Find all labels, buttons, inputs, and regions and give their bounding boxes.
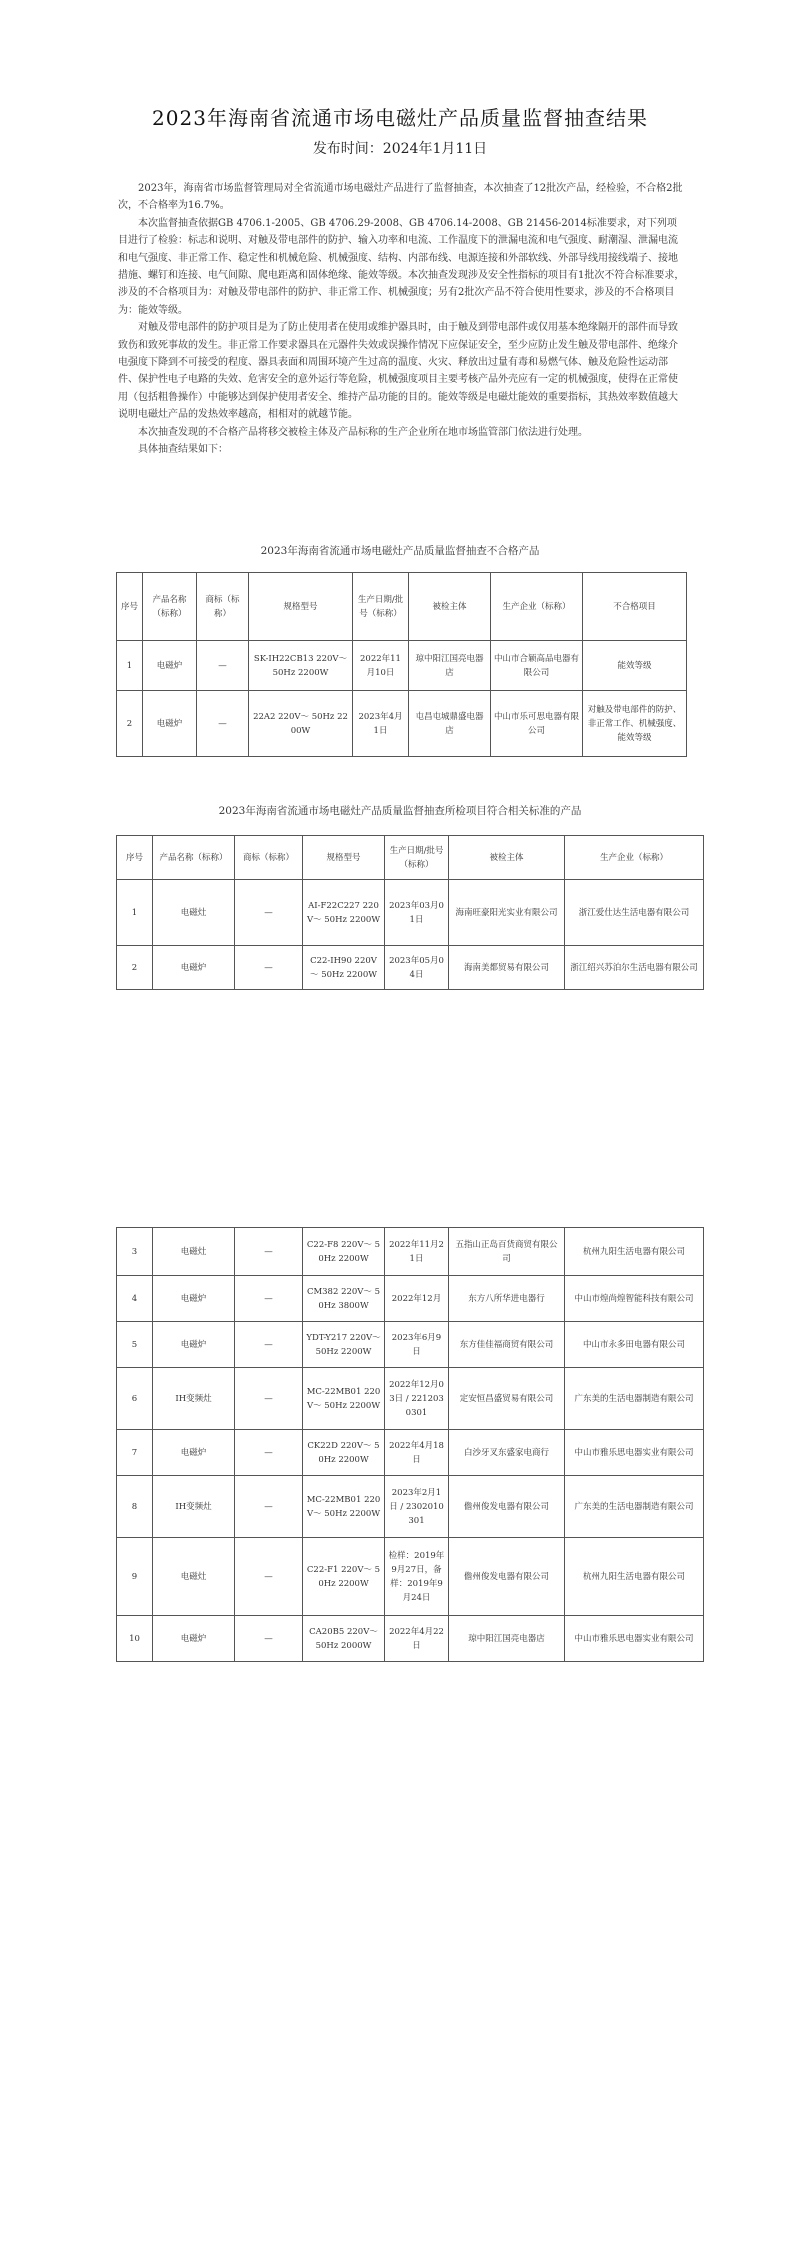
header-cell: 产品名称（标称） (153, 836, 235, 880)
cell: 2022年11月21日 (385, 1228, 449, 1276)
cell: MC-22MB01 220V～ 50Hz 2200W (303, 1368, 385, 1430)
cell: 10 (117, 1616, 153, 1662)
cell: YDT-Y217 220V～ 50Hz 2200W (303, 1322, 385, 1368)
cell: 中山市雅乐思电器实业有限公司 (565, 1430, 704, 1476)
cell: 2 (117, 946, 153, 990)
cell: 能效等级 (583, 641, 687, 691)
cell: 2023年03月01日 (385, 880, 449, 946)
header-cell: 被检主体 (449, 836, 565, 880)
cell: 五指山正岛百货商贸有限公司 (449, 1228, 565, 1276)
cell: 电磁灶 (153, 1228, 235, 1276)
paragraph-basis: 本次监督抽查依据GB 4706.1-2005、GB 4706.29-2008、GB 4706.14-2008、GB 21456-2014标准要求，对下列项目进行了检验：标志和说明、对触及带电部件的防护、输入功率和电流、工作温度下的泄漏电流和电气强度、耐潮湿、泄漏电流和电气强度、非正常工作、稳定性和机械危险、机械强度、结构、内部布线、电源连接和外部软线、外部导线用接线端子、接地措施、螺钉和连接、电气间隙、爬电距离和固体绝缘、能效等级。本次抽查发现涉及安全性指标的项目有1批次不符合标准要求，涉及的不合格项目为：对触及带电部件的防护、非正常工作、机械强度；另有2批次产品不符合使用性要求，涉及的不合格项目为：能效等级。 (118, 217, 685, 316)
paragraph-intro: 具体抽查结果如下： (138, 444, 228, 456)
cell: 2022年11月10日 (353, 641, 409, 691)
paragraph-handling: 本次抽查发现的不合格产品将移交被检主体及产品标称的生产企业所在地市场监管部门依法进行处理。 (138, 426, 588, 438)
publish-date: 发布时间：2024年1月11日 (312, 141, 488, 157)
cell: — (235, 946, 303, 990)
cell: 中山市合颖高品电器有限公司 (491, 641, 583, 691)
cell: 琼中阳江国亮电器店 (449, 1616, 565, 1662)
cell: 中山市乐可思电器有限公司 (491, 691, 583, 757)
cell: 杭州九阳生活电器有限公司 (565, 1538, 704, 1616)
paragraph-summary: 2023年，海南省市场监督管理局对全省流通市场电磁灶产品进行了监督抽查，本次抽查了12批次产品，经检验，不合格2批次，不合格率为16.7%。 (118, 183, 683, 212)
cell: C22-F1 220V～ 50Hz 2200W (303, 1538, 385, 1616)
cell: 电磁炉 (143, 691, 197, 757)
cell: 9 (117, 1538, 153, 1616)
cell: 4 (117, 1276, 153, 1322)
page-title: 2023年海南省流通市场电磁灶产品质量监督抽查结果 (152, 106, 648, 130)
header-cell: 商标（标称） (197, 573, 249, 641)
cell: 东方佳佳福商贸有限公司 (449, 1322, 565, 1368)
cell: 白沙牙叉东盛家电商行 (449, 1430, 565, 1476)
cell: — (235, 1430, 303, 1476)
cell: 电磁炉 (153, 946, 235, 990)
cell: 电磁灶 (153, 880, 235, 946)
body-text (118, 180, 686, 459)
cell: 2023年05月04日 (385, 946, 449, 990)
cell: 检样：2019年9月27日，备样：2019年9月24日 (385, 1538, 449, 1616)
table-row (117, 880, 704, 946)
cell: 电磁炉 (153, 1322, 235, 1368)
paragraph-explanation: 对触及带电部件的防护项目是为了防止使用者在使用或维护器具时，由于触及到带电部件或仅用基本绝缘隔开的部件而导致致伤和致死事故的发生。非正常工作要求器具在元器件失效或误操作情况下应保证安全，至少应防止发生触及带电部件、绝缘介电强度下降到不可接受的程度、器具表面和周围环境产生过高的温度、火灾、释放出过量有毒和易燃气体、触及危险性运动部件、保护性电子电路的失效、危害安全的意外运行等危险，机械强度项目主要考核产品外壳应有一定的机械强度，使得在正常使用（包括粗鲁操作）中能够达到保护使用者安全、维持产品功能的目的。能效等级是电磁灶能效的重要指标，其热效率数值越大说明电磁灶产品的发热效率越高，相相对的就越节能。 (118, 322, 678, 421)
cell: 浙江绍兴苏泊尔生活电器有限公司 (565, 946, 704, 990)
table-row (117, 946, 704, 990)
cell: — (197, 641, 249, 691)
header-cell: 生产企业（标称） (565, 836, 704, 880)
cell: — (235, 1616, 303, 1662)
cell: SK-IH22CB13 220V～ 50Hz 2200W (249, 641, 353, 691)
table2-caption: 2023年海南省流通市场电磁灶产品质量监督抽查所检项目符合相关标准的产品 (218, 805, 582, 817)
header-cell: 不合格项目 (583, 573, 687, 641)
cell: 2023年2月1日 / 2302010301 (385, 1476, 449, 1538)
cell: 1 (117, 880, 153, 946)
table-row (117, 1276, 704, 1322)
table-header-row (117, 836, 704, 880)
cell: — (235, 1368, 303, 1430)
cell: 中山市永多田电器有限公司 (565, 1322, 704, 1368)
header-cell: 生产日期/批号（标称） (353, 573, 409, 641)
cell: 电磁炉 (153, 1616, 235, 1662)
cell: 杭州九阳生活电器有限公司 (565, 1228, 704, 1276)
table-header-row (117, 573, 687, 641)
cell: IH变频灶 (153, 1476, 235, 1538)
cell: 中山市雅乐思电器实业有限公司 (565, 1616, 704, 1662)
cell: 中山市煌尚煌智能科技有限公司 (565, 1276, 704, 1322)
cell: 电磁炉 (143, 641, 197, 691)
cell: 电磁炉 (153, 1276, 235, 1322)
cell: — (235, 1322, 303, 1368)
header-cell: 商标（标称） (235, 836, 303, 880)
cell: 8 (117, 1476, 153, 1538)
table-row (117, 1616, 704, 1662)
header-cell: 产品名称（标称） (143, 573, 197, 641)
nonconforming-table (116, 572, 687, 757)
header-cell: 序号 (117, 836, 153, 880)
cell: 2022年4月18日 (385, 1430, 449, 1476)
cell: 2022年4月22日 (385, 1616, 449, 1662)
cell: 琼中阳江国亮电器店 (409, 641, 491, 691)
cell: CK22D 220V～ 50Hz 2200W (303, 1430, 385, 1476)
table-row (117, 1538, 704, 1616)
cell: — (235, 1476, 303, 1538)
cell: 儋州俊发电器有限公司 (449, 1476, 565, 1538)
cell: C22-IH90 220V～ 50Hz 2200W (303, 946, 385, 990)
cell: 广东美的生活电器制造有限公司 (565, 1476, 704, 1538)
table1-caption: 2023年海南省流通市场电磁灶产品质量监督抽查不合格产品 (260, 545, 540, 557)
cell: AI-F22C227 220V～ 50Hz 2200W (303, 880, 385, 946)
cell: 对触及带电部件的防护、非正常工作、机械强度、能效等级 (583, 691, 687, 757)
table-row (117, 1430, 704, 1476)
cell: 2022年12月 (385, 1276, 449, 1322)
cell: 3 (117, 1228, 153, 1276)
cell: IH变频灶 (153, 1368, 235, 1430)
header-cell: 生产企业（标称） (491, 573, 583, 641)
cell: C22-F8 220V～ 50Hz 2200W (303, 1228, 385, 1276)
header-cell: 被检主体 (409, 573, 491, 641)
header-cell: 规格型号 (303, 836, 385, 880)
cell: MC-22MB01 220V～ 50Hz 2200W (303, 1476, 385, 1538)
cell: — (235, 880, 303, 946)
cell: 广东美的生活电器制造有限公司 (565, 1368, 704, 1430)
table-row (117, 1476, 704, 1538)
cell: 电磁灶 (153, 1538, 235, 1616)
cell: 儋州俊发电器有限公司 (449, 1538, 565, 1616)
cell: 海南美都贸易有限公司 (449, 946, 565, 990)
cell: 屯昌屯城鼎盛电器店 (409, 691, 491, 757)
cell: — (235, 1228, 303, 1276)
cell: 2 (117, 691, 143, 757)
cell: 5 (117, 1322, 153, 1368)
cell: 东方八所华进电器行 (449, 1276, 565, 1322)
cell: 2023年6月9日 (385, 1322, 449, 1368)
cell: 6 (117, 1368, 153, 1430)
cell: 2022年12月03日 / 2212030301 (385, 1368, 449, 1430)
header-cell: 规格型号 (249, 573, 353, 641)
conforming-table (116, 835, 704, 990)
table-row (117, 691, 687, 757)
cell: 7 (117, 1430, 153, 1476)
cell: — (235, 1276, 303, 1322)
cell: 电磁炉 (153, 1430, 235, 1476)
table-row (117, 641, 687, 691)
cell: 定安恒昌盛贸易有限公司 (449, 1368, 565, 1430)
header-cell: 序号 (117, 573, 143, 641)
cell: 海南旺豪阳光实业有限公司 (449, 880, 565, 946)
cell: 2023年4月1日 (353, 691, 409, 757)
table-row (117, 1228, 704, 1276)
cell: 22A2 220V～ 50Hz 2200W (249, 691, 353, 757)
cell: — (197, 691, 249, 757)
cell: 浙江爱仕达生活电器有限公司 (565, 880, 704, 946)
conforming-table-continued (116, 1227, 704, 1662)
header-cell: 生产日期/批号（标称） (385, 836, 449, 880)
cell: — (235, 1538, 303, 1616)
table-row (117, 1322, 704, 1368)
cell: CM382 220V～ 50Hz 3800W (303, 1276, 385, 1322)
cell: CA20B5 220V～ 50Hz 2000W (303, 1616, 385, 1662)
cell: 1 (117, 641, 143, 691)
table-row (117, 1368, 704, 1430)
